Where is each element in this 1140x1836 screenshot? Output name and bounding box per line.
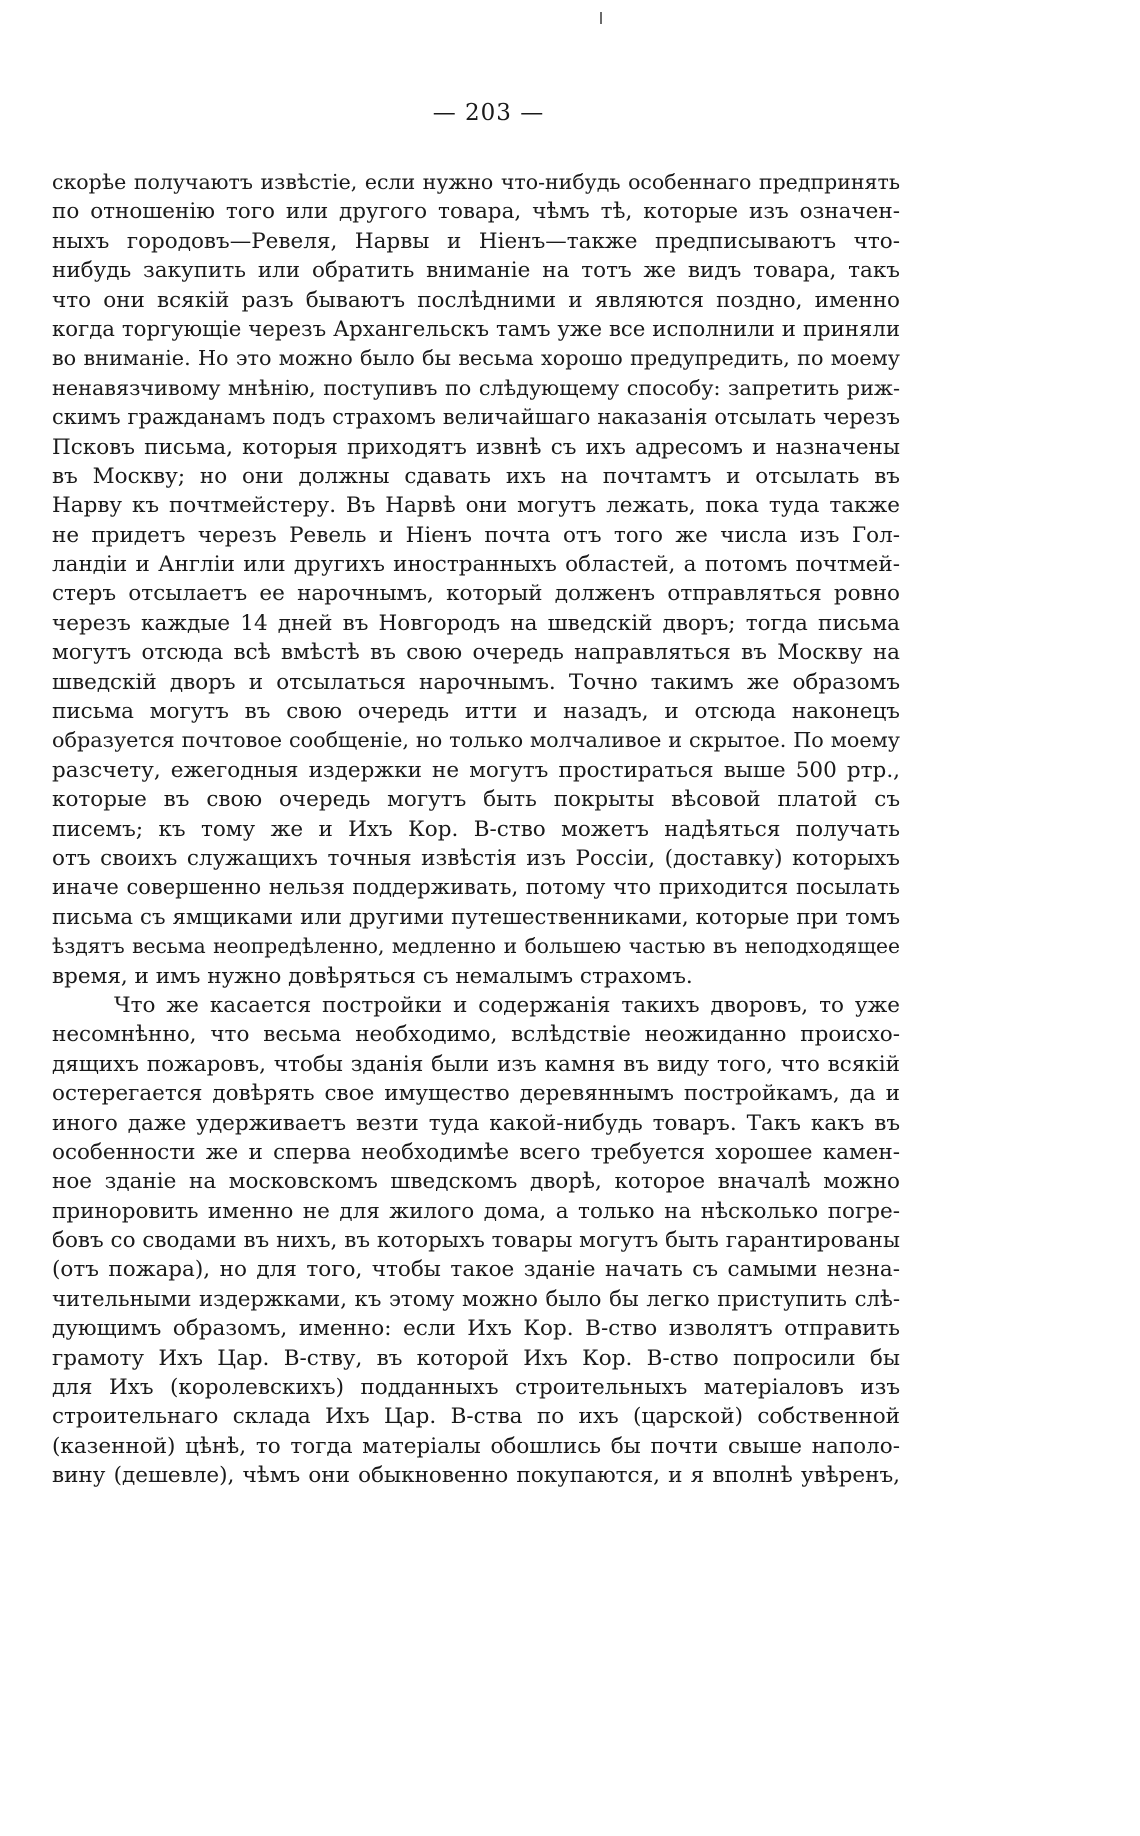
- text-line: шведскій дворъ и отсылаться нарочнымъ. Точно такимъ же образомъ: [52, 669, 900, 695]
- text-line: особенности же и сперва необходимѣе всего требуется хорошее камен-: [52, 1139, 900, 1165]
- text-line: писемъ; къ тому же и Ихъ Кор. В-ство можетъ надѣяться получать: [52, 816, 900, 842]
- text-line: грамоту Ихъ Цар. В-ству, въ которой Ихъ Кор. В-ство попросили бы: [52, 1345, 900, 1371]
- text-line: остерегается довѣрять свое имущество деревяннымъ постройкамъ, да и: [52, 1081, 900, 1107]
- body-text: [52, 168, 900, 1491]
- text-line: стеръ отсылаетъ ее нарочнымъ, который долженъ отправляться ровно: [52, 581, 900, 607]
- page-number: — 203 —: [432, 100, 545, 126]
- text-line: ѣздятъ весьма неопредѣленно, медленно и большею частью въ неподходящее: [52, 934, 900, 959]
- text-line: (казенной) цѣнѣ, то тогда матеріалы обошлись бы почти свыше наполо-: [52, 1433, 900, 1459]
- text-line: могутъ отсюда всѣ вмѣстѣ въ свою очередь направляться въ Москву на: [52, 640, 900, 666]
- text-line: письма съ ямщиками или другими путешественниками, которые при томъ: [52, 904, 900, 930]
- text-line: образуется почтовое сообщеніе, но только молчаливое и скрытое. По моему: [52, 728, 900, 753]
- text-line: скимъ гражданамъ подъ страхомъ величайшаго наказанія отсылать черезъ: [52, 405, 900, 430]
- text-line: отъ своихъ служащихъ точныя извѣстія изъ Россіи, (доставку) которыхъ: [52, 845, 900, 871]
- text-line: ненавязчивому мнѣнію, поступивъ по слѣдующему способу: запретить риж-: [52, 375, 900, 400]
- text-line: ныхъ городовъ—Ревеля, Нарвы и Ніенъ—также предписываютъ что-: [52, 228, 900, 254]
- text-line: (отъ пожара), но для того, чтобы такое зданіе начать съ самыми незна-: [52, 1257, 900, 1283]
- text-line: письма могутъ въ свою очередь итти и назадъ, и отсюда наконецъ: [52, 699, 900, 725]
- text-line: по отношенію того или другого товара, чѣмъ тѣ, которые изъ означен-: [52, 199, 900, 225]
- paragraph-start-line: Что же касается постройки и содержанія такихъ дворовъ, то уже: [114, 992, 900, 1018]
- text-line: разсчету, ежегодныя издержки не могутъ простираться выше 500 ртр.,: [52, 757, 900, 783]
- text-line: когда торгующіе черезъ Архангельскъ тамъ уже все исполнили и приняли: [52, 316, 900, 342]
- text-line: иного даже удерживаетъ везти туда какой-нибудь товаръ. Такъ какъ въ: [52, 1110, 900, 1136]
- paragraph-end-line: время, и имъ нужно довѣряться съ немалымъ страхомъ.: [52, 963, 693, 989]
- text-line: приноровить именно не для жилого дома, а только на нѣсколько погре-: [52, 1198, 900, 1224]
- text-line: несомнѣнно, что весьма необходимо, вслѣдствіе неожиданно происхо-: [52, 1022, 900, 1048]
- text-line: которые въ свою очередь могутъ быть покрыты вѣсовой платой съ: [52, 787, 900, 813]
- text-line: не придетъ черезъ Ревель и Ніенъ почта отъ того же числа изъ Гол-: [52, 522, 900, 548]
- text-line: въ Москву; но они должны сдавать ихъ на почтамтъ и отсылать въ: [52, 463, 900, 489]
- text-line: что они всякій разъ бываютъ послѣдними и являются поздно, именно: [52, 287, 900, 313]
- text-line: иначе совершенно нельзя поддерживать, потому что приходится посылать: [52, 875, 900, 900]
- text-line: ландіи и Англіи или другихъ иностранныхъ областей, а потомъ почтмей-: [52, 552, 900, 578]
- text-line: чительными издержками, къ этому можно было бы легко приступить слѣ-: [52, 1286, 900, 1312]
- text-line: для Ихъ (королевскихъ) подданныхъ строительныхъ матеріаловъ изъ: [52, 1375, 900, 1401]
- text-line: вину (дешевле), чѣмъ они обыкновенно покупаются, и я вполнѣ увѣренъ,: [52, 1463, 900, 1489]
- scan-mark: [600, 12, 602, 24]
- text-line: ное зданіе на московскомъ шведскомъ дворѣ, которое вначалѣ можно: [52, 1169, 900, 1195]
- text-line: строительнаго склада Ихъ Цар. В-ства по ихъ (царской) собственной: [52, 1404, 900, 1430]
- text-line: бовъ со сводами въ нихъ, въ которыхъ товары могутъ быть гарантированы: [52, 1228, 900, 1254]
- text-line: нибудь закупить или обратить вниманіе на тотъ же видъ товара, такъ: [52, 258, 900, 284]
- text-line: скорѣе получаютъ извѣстіе, если нужно что-нибудь особеннаго предпринять: [52, 170, 900, 194]
- text-line: во вниманіе. Но это можно было бы весьма хорошо предупредить, по моему: [52, 346, 900, 371]
- text-line: дящихъ пожаровъ, чтобы зданія были изъ камня въ виду того, что всякій: [52, 1051, 900, 1077]
- text-line: черезъ каждые 14 дней въ Новгородъ на шведскій дворъ; тогда письма: [52, 610, 900, 636]
- text-line: дующимъ образомъ, именно: если Ихъ Кор. В-ство изволятъ отправить: [52, 1316, 900, 1342]
- text-line: Нарву къ почтмейстеру. Въ Нарвѣ они могутъ лежать, пока туда также: [52, 493, 900, 519]
- text-line: Псковъ письма, которыя приходятъ извнѣ съ ихъ адресомъ и назначены: [52, 434, 900, 460]
